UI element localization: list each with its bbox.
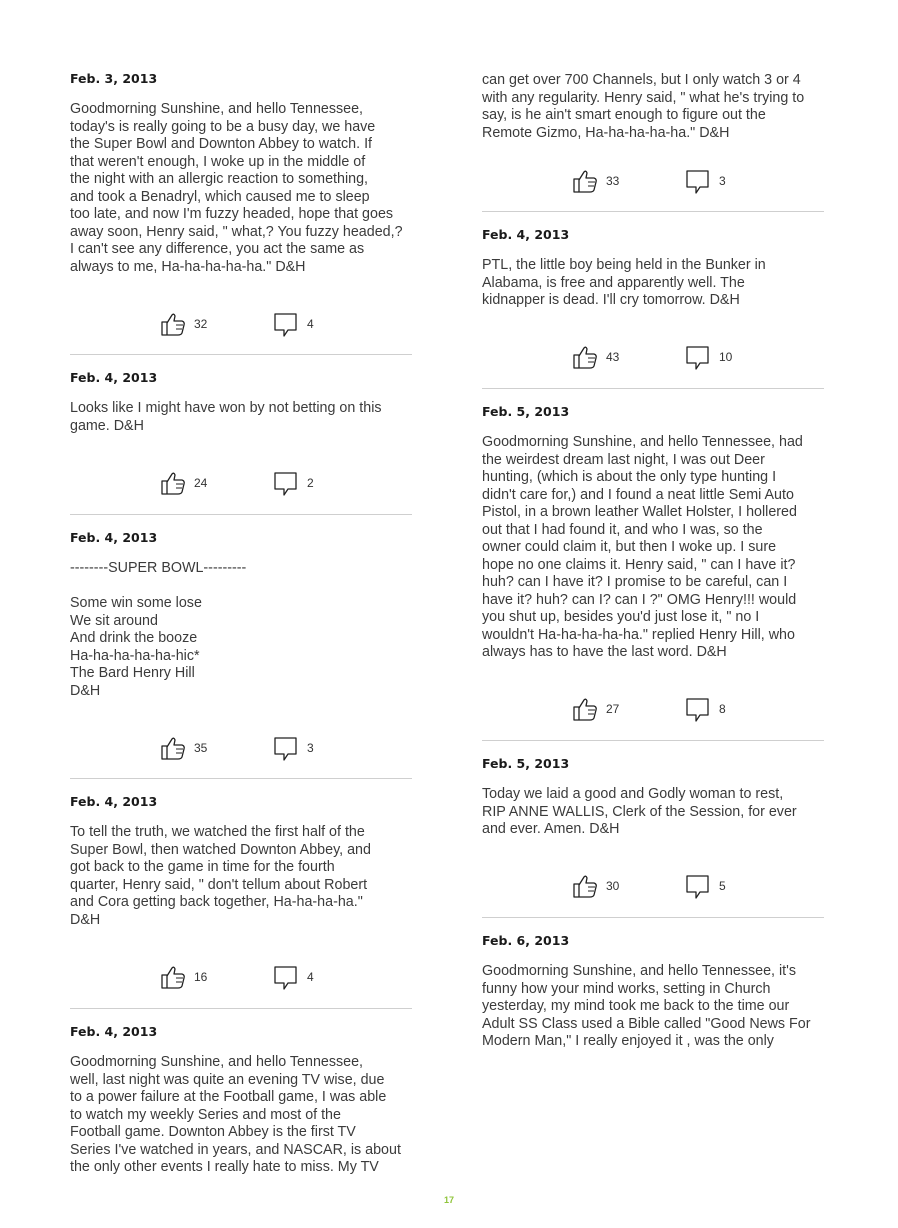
like-button[interactable] xyxy=(572,343,619,371)
post-body: Goodmorning Sunshine, and hello Tennessee, today's is really going to be a busy day, we have the Super Bowl and Downton Abbey to watch. If that weren't enough, I woke up in the middle of the night with an allergic reaction to something, and took a Benadryl, which caused me to sleep too late, and now I'm fuzzy headed, hope that goes away soon, Henry said, " what,? You fuzzy headed,? I can't see any difference, you act the same as always to me, Ha-ha-ha-ha-ha." D&H xyxy=(70,101,403,275)
post-date: Feb. 4, 2013 xyxy=(70,370,158,385)
like-count: 32 xyxy=(194,317,208,331)
post-reactions xyxy=(70,310,412,340)
post-feb-4-tv xyxy=(70,1024,412,1177)
post-feb-5-rip xyxy=(482,756,824,839)
post-date: Feb. 4, 2013 xyxy=(482,227,570,242)
comment-button[interactable] xyxy=(685,695,726,723)
speech-bubble-icon xyxy=(273,964,299,990)
post-feb-4-downton xyxy=(70,794,412,929)
thumbs-up-icon xyxy=(572,696,598,722)
like-button[interactable] xyxy=(572,872,619,900)
divider xyxy=(70,514,412,515)
post-feb-4-super-bowl xyxy=(70,530,412,700)
post-body-continued: can get over 700 Channels, but I only watch 3 or 4 with any regularity. Henry said, " what he's trying to say, is he ain't smart enough to figure out the Remote Gizmo, Ha-ha-ha-ha-ha." D&H xyxy=(482,72,805,141)
post-reactions xyxy=(482,167,824,197)
post-reactions xyxy=(482,343,824,373)
post-date: Feb. 4, 2013 xyxy=(70,794,158,809)
speech-bubble-icon xyxy=(685,168,711,194)
thumbs-up-icon xyxy=(572,168,598,194)
post-date: Feb. 6, 2013 xyxy=(482,933,570,948)
like-button[interactable] xyxy=(572,167,619,195)
post-feb-4-betting xyxy=(70,370,412,435)
post-reactions xyxy=(70,734,412,764)
comment-count: 5 xyxy=(719,879,726,893)
like-button[interactable] xyxy=(572,695,619,723)
post-date: Feb. 4, 2013 xyxy=(70,1024,158,1039)
post-feb-3 xyxy=(70,71,412,276)
comment-button[interactable] xyxy=(273,469,314,497)
comment-count: 4 xyxy=(307,317,314,331)
page-number: 17 xyxy=(443,1195,454,1205)
like-count: 27 xyxy=(606,702,620,716)
post-body: Looks like I might have won by not betting on this game. D&H xyxy=(70,400,382,434)
divider xyxy=(70,1008,412,1009)
post-body: Goodmorning Sunshine, and hello Tennessee, had the weirdest dream last night, I was out Deer hunting, (which is about the only type hunting I didn't care for,) and I found a neat little Semi Auto Pistol, in a brown leather Wallet Holster, I hollered out that I had found it, and who I was, so the owner could claim it, but then I woke up. I sure hope no one claims it. Henry said, " can I have it? huh? can I have it? I promise to be careful, can I have it? huh? can I? can I ?" OMG Henry!!! would you shut up, besides you'd just lose it, " no I wouldn't Ha-ha-ha-ha-ha." replied Henry Hill, who always has to have the last word. D&H xyxy=(482,434,803,660)
like-count: 24 xyxy=(194,476,208,490)
like-count: 35 xyxy=(194,741,208,755)
post-feb-5-dream xyxy=(482,404,824,662)
post-date: Feb. 3, 2013 xyxy=(70,71,158,86)
like-count: 33 xyxy=(606,174,620,188)
thumbs-up-icon xyxy=(160,735,186,761)
comment-count: 3 xyxy=(719,174,726,188)
speech-bubble-icon xyxy=(685,696,711,722)
post-date: Feb. 4, 2013 xyxy=(70,530,158,545)
thumbs-up-icon xyxy=(160,311,186,337)
divider xyxy=(482,211,824,212)
like-count: 30 xyxy=(606,879,620,893)
like-button[interactable] xyxy=(160,734,207,762)
post-reactions xyxy=(482,872,824,902)
like-count: 43 xyxy=(606,350,620,364)
thumbs-up-icon xyxy=(160,964,186,990)
post-date: Feb. 5, 2013 xyxy=(482,756,570,771)
comment-button[interactable] xyxy=(273,310,314,338)
divider xyxy=(482,388,824,389)
comment-count: 8 xyxy=(719,702,726,716)
comment-button[interactable] xyxy=(685,343,732,371)
post-body: Goodmorning Sunshine, and hello Tennessee, it's funny how your mind works, setting in Church yesterday, my mind took me back to the time our Adult SS Class used a Bible called "Good News For Modern Man," I really enjoyed it , was the only xyxy=(482,963,811,1049)
speech-bubble-icon xyxy=(685,344,711,370)
like-count: 16 xyxy=(194,970,208,984)
post-reactions xyxy=(482,695,824,725)
comment-button[interactable] xyxy=(273,734,314,762)
post-body: To tell the truth, we watched the first half of the Super Bowl, then watched Downton Abbey, and got back to the game in time for the fourth quarter, Henry said, " don't tellum about Robert and Cora getting back together, Ha-ha-ha-ha." D&H xyxy=(70,824,371,928)
post-reactions xyxy=(70,963,412,993)
divider xyxy=(70,354,412,355)
speech-bubble-icon xyxy=(685,873,711,899)
speech-bubble-icon xyxy=(273,735,299,761)
comment-button[interactable] xyxy=(273,963,314,991)
post-body: PTL, the little boy being held in the Bunker in Alabama, is free and apparently well. The kidnapper is dead. I'll cry tomorrow. D&H xyxy=(482,257,766,308)
speech-bubble-icon xyxy=(273,311,299,337)
post-date: Feb. 5, 2013 xyxy=(482,404,570,419)
comment-button[interactable] xyxy=(685,167,726,195)
speech-bubble-icon xyxy=(273,470,299,496)
like-button[interactable] xyxy=(160,469,207,497)
post-feb-6-church xyxy=(482,933,824,1051)
like-button[interactable] xyxy=(160,963,207,991)
divider xyxy=(482,917,824,918)
comment-button[interactable] xyxy=(685,872,726,900)
post-body: Today we laid a good and Godly woman to rest, RIP ANNE WALLIS, Clerk of the Session, for ever and ever. Amen. D&H xyxy=(482,786,797,837)
post-body: --------SUPER BOWL--------- Some win some lose We sit around And drink the booze Ha-ha-ha-ha-ha-hic* The Bard Henry Hill D&H xyxy=(70,560,247,699)
thumbs-up-icon xyxy=(572,873,598,899)
comment-count: 3 xyxy=(307,741,314,755)
thumbs-up-icon xyxy=(572,344,598,370)
divider xyxy=(70,778,412,779)
comment-count: 4 xyxy=(307,970,314,984)
divider xyxy=(482,740,824,741)
post-feb-4-ptl xyxy=(482,227,824,310)
comment-count: 2 xyxy=(307,476,314,490)
post-body: Goodmorning Sunshine, and hello Tennessee, well, last night was quite an evening TV wise, due to a power failure at the Football game, I was able to watch my weekly Series and most of the Football game. Downton Abbey is the first TV Series I've watched in years, and NASCAR, is about the only other events I really hate to miss. My TV xyxy=(70,1054,401,1175)
post-reactions xyxy=(70,469,412,499)
like-button[interactable] xyxy=(160,310,207,338)
comment-count: 10 xyxy=(719,350,733,364)
post-continuation xyxy=(482,72,824,142)
thumbs-up-icon xyxy=(160,470,186,496)
